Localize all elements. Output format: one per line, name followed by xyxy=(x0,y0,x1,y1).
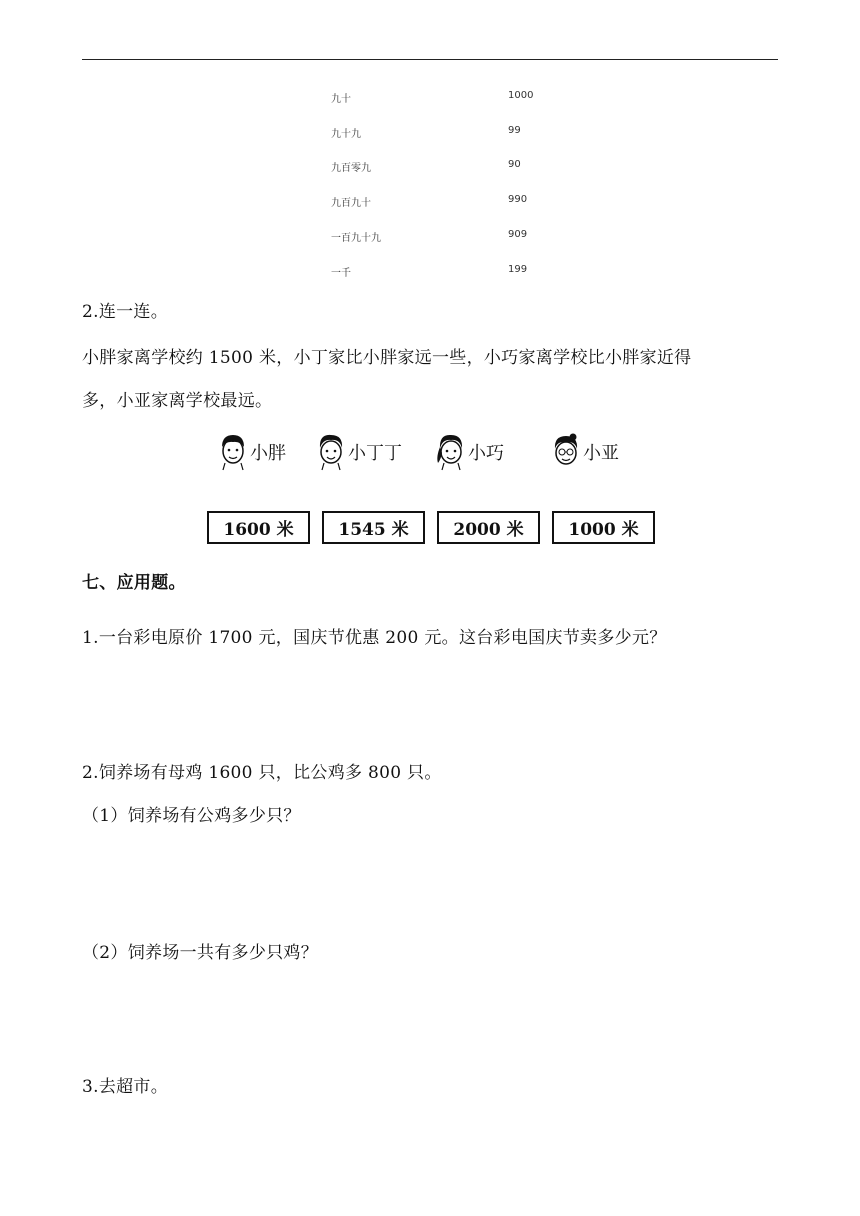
kid-name: 小巧 xyxy=(468,443,504,464)
question-2-text-line2: 多，小亚家离学校最远。 xyxy=(82,391,273,411)
word-problem-1: 1.一台彩电原价 1700 元，国庆节优惠 200 元。这台彩电国庆节卖多少元？ xyxy=(82,628,667,648)
kid-xiaodingding xyxy=(316,430,402,474)
match-left-item: 一百九十九 xyxy=(331,233,381,244)
word-problem-2-part-1: （1）饲养场有公鸡多少只？ xyxy=(82,806,301,826)
match-left-item: 九十 xyxy=(331,94,351,105)
distance-box: 1000 米 xyxy=(552,511,655,544)
kid-name: 小胖 xyxy=(250,443,286,464)
match-right-item: 990 xyxy=(508,194,528,205)
match-left-item: 九十九 xyxy=(331,129,361,140)
match-right-item: 1000 xyxy=(508,90,534,101)
word-problem-2: 2.饲养场有母鸡 1600 只，比公鸡多 800 只。 xyxy=(82,763,442,783)
boy-face-icon xyxy=(218,433,248,471)
word-problem-2-part-2: （2）饲养场一共有多少只鸡？ xyxy=(82,943,319,963)
kid-name: 小亚 xyxy=(583,443,619,464)
kid-name: 小丁丁 xyxy=(348,443,402,464)
question-2-text-line1: 小胖家离学校约 1500 米，小丁家比小胖家远一些，小巧家离学校比小胖家近得 xyxy=(82,348,692,368)
kid-xiaoqiao xyxy=(436,430,504,474)
distance-box: 1545 米 xyxy=(322,511,425,544)
match-right-item: 909 xyxy=(508,229,528,240)
match-right-item: 99 xyxy=(508,125,521,136)
distance-box: 2000 米 xyxy=(437,511,540,544)
girl-face-icon xyxy=(436,433,466,471)
match-left-item: 九百九十 xyxy=(331,198,371,209)
word-problem-3: 3.去超市。 xyxy=(82,1077,169,1097)
match-right-item: 199 xyxy=(508,264,528,275)
match-left-item: 九百零九 xyxy=(331,163,371,174)
match-left-item: 一千 xyxy=(331,268,351,279)
match-right-item: 90 xyxy=(508,159,521,170)
girl-glasses-face-icon xyxy=(551,433,581,471)
kid-xiaopang xyxy=(218,430,286,474)
header-rule xyxy=(82,59,778,60)
distance-box: 1600 米 xyxy=(207,511,310,544)
boy-face-icon xyxy=(316,433,346,471)
kid-xiaoya xyxy=(551,430,619,474)
section-7-title: 七、应用题。 xyxy=(82,573,186,593)
question-2-title: 2.连一连。 xyxy=(82,302,169,322)
